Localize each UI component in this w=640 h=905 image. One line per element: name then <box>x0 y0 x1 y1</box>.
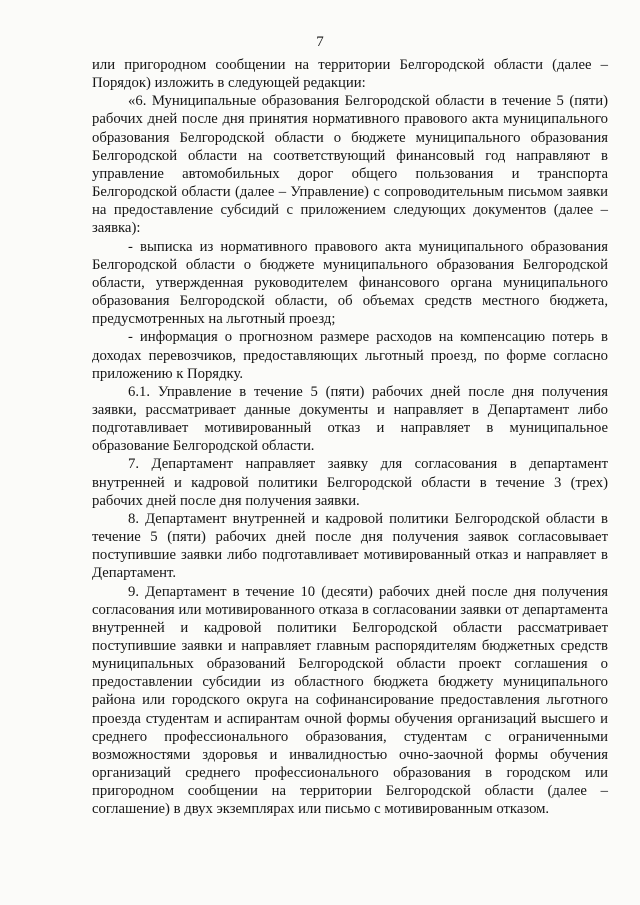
list-item-extract: - выписка из нормативного правового акта муниципального образования Белгородской области о бюджете муниципального образования Белгородской области, утвержденная руководителем финансового органа муниципального образования Белгородской области, об объемах средств местного бюджета, предусмотренных на льготный проезд; <box>92 238 608 328</box>
list-item-forecast: - информация о прогнозном размере расходов на компенсацию потерь в доходах перевозчиков, предоставляющих льготный проезд, по форме согласно приложению к Порядку. <box>92 329 608 382</box>
paragraph-7: 7. Департамент направляет заявку для согласования в департамент внутренней и кадровой политики Белгородской области в течение 3 (трех) рабочих дней после дня получения заявки. <box>92 456 608 509</box>
paragraph-8: 8. Департамент внутренней и кадровой политики Белгородской области в течение 5 (пяти) рабочих дней после дня получения заявок согласовывает поступившие заявки либо подготавливает мотивированный отказ и направляет в Департамент. <box>92 510 608 582</box>
paragraph-6: «6. Муниципальные образования Белгородской области в течение 5 (пяти) рабочих дней после дня принятия нормативного правового акта муниципального образования Белгородской области о бюджете муниципального образования Белгородской области на соответствующий финансовый год направляют в управление автомобильных дорог общего пользования и транспорта Белгородской области (далее – Управление) с сопроводительным письмом заявки на предоставление субсидий с приложением следующих документов (далее – заявка): <box>92 93 608 237</box>
paragraph-6-1: 6.1. Управление в течение 5 (пяти) рабочих дней после дня получения заявки, рассматривает данные документы и направляет в Департамент либо подготавливает мотивированный отказ и направляет в муниципальное образование Белгородской области. <box>92 383 608 455</box>
document-body <box>92 56 608 819</box>
paragraph-continuation: или пригородном сообщении на территории Белгородской области (далее – Порядок) изложить в следующей редакции: <box>92 57 608 92</box>
paragraph-9: 9. Департамент в течение 10 (десяти) рабочих дней после дня получения согласования или мотивированного отказа в согласовании заявки от департамента внутренней и кадровой политики Белгородской области рассматривает поступившие заявки и направляет главным распорядителям бюджетных средств муниципальных образований Белгородской области проект соглашения о предоставлении субсидии из областного бюджета бюджету муниципального района или городского округа на софинансирование предоставления льготного проезда студентам и аспирантам очной формы обучения организаций высшего и среднего профессионального образования, студентам с ограниченными возможностями здоровья и инвалидностью очно-заочной формы обучения организаций среднего профессионального образования в городском или пригородном сообщении на территории Белгородской области (далее – соглашение) в двух экземплярах или письмо с мотивированным отказом. <box>92 583 608 818</box>
page-number: 7 <box>316 34 324 50</box>
